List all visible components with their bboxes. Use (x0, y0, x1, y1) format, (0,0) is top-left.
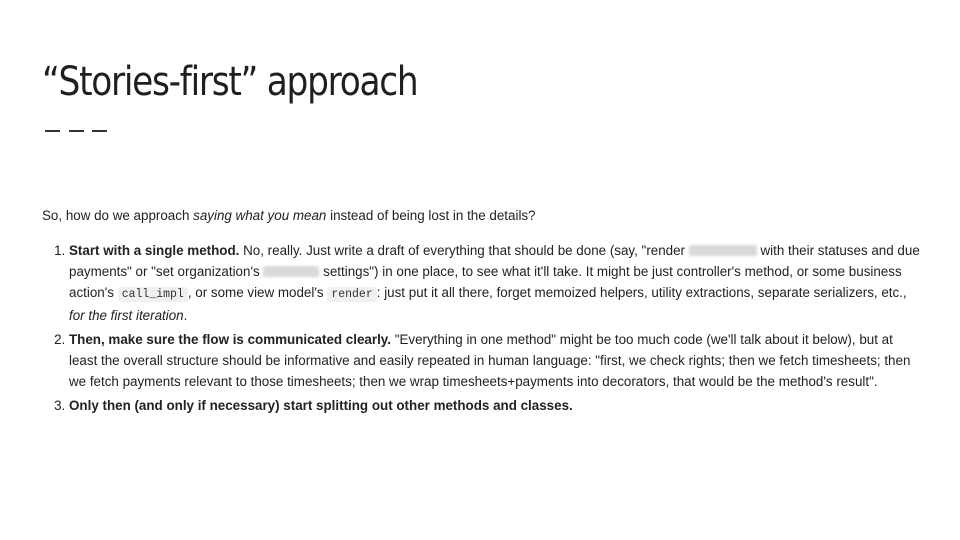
step-text: "Everything in one method" might be too much code (we'll talk about it below), but at least the overall structure should be informative and easily repeated in human language: "first, we check rights; then we fetch timesheets; then we fetch payments relevant to those timesheets; then we wrap timesheets+payments into decorators, that would be the method's result". (69, 332, 911, 389)
intro-text: So, how do we approach (42, 208, 194, 223)
redacted-text (689, 245, 757, 256)
step-text: with their statuses and due payments" or "set organization's (69, 243, 920, 279)
step-text: No, really. Just write a draft of everything that should be done (say, "render (239, 243, 689, 258)
title-divider (45, 130, 107, 132)
step-item-2 (69, 329, 922, 392)
step-text: settings") in one place, to see what it'll take. It might be just controller's method, or some business action's (69, 264, 902, 300)
redacted-text (263, 266, 319, 277)
step-heading: Start with a single method. (69, 243, 240, 258)
step-emphasis: for the first iteration (69, 308, 184, 323)
step-item-1 (69, 240, 922, 326)
intro-text-end: instead of being lost in the details? (326, 208, 536, 223)
content-screenshot (42, 205, 922, 419)
intro-emphasis: saying what you mean (193, 208, 327, 223)
divider-dash (45, 130, 60, 132)
slide-title: “Stories-first” approach (42, 59, 418, 105)
step-text: : just put it all there, forget memoized helpers, utility extractions, separate serializers, etc., (376, 285, 907, 300)
step-heading: Then, make sure the flow is communicated clearly. (69, 332, 391, 347)
step-item-3 (69, 395, 922, 416)
step-heading: Only then (and only if necessary) start splitting out other methods and classes. (69, 398, 573, 413)
steps-list (42, 240, 922, 416)
step-text: . (183, 308, 188, 323)
divider-dash (92, 130, 107, 132)
step-text: , or some view model's (187, 285, 328, 300)
inline-code: call_impl (118, 287, 188, 302)
divider-dash (69, 130, 84, 132)
intro-paragraph (42, 205, 922, 226)
inline-code: render (327, 287, 376, 302)
